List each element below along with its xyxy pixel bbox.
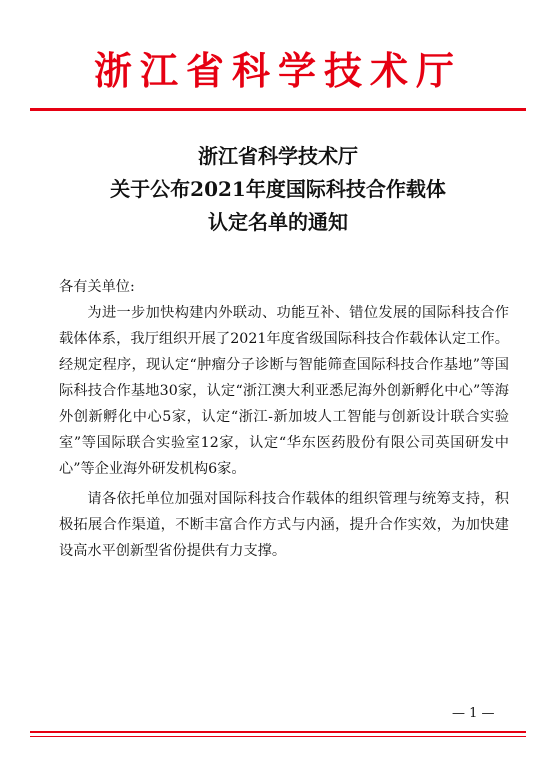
page-number: — 1 —: [452, 706, 495, 721]
body-paragraph-2: 请各依托单位加强对国际科技合作载体的组织管理与统筹支持，积极拓展合作渠道，不断丰富合作方式与内涵，提升合作实效，为加快建设高水平创新型省份提供有力支撑。: [59, 491, 509, 559]
footer-red-rule-thin: [30, 736, 526, 737]
title-line-1: 浙江省科学技术厅: [198, 144, 358, 168]
document-title: [0, 140, 556, 239]
salutation: 各有关单位:: [59, 279, 135, 295]
title-line-3: 认定名单的通知: [208, 210, 348, 234]
footer-red-rule-thick: [30, 731, 526, 733]
header-red-rule: [30, 108, 526, 111]
title-line-2: 关于公布2021年度国际科技合作载体: [110, 177, 446, 201]
body-paragraph-1: 为进一步加快构建内外联动、功能互补、错位发展的国际科技合作载体体系，我厅组织开展了2021年度省级国际科技合作载体认定工作。经规定程序，现认定“肿瘤分子诊断与智能筛查国际科技合作基地”等国际科技合作基地30家，认定“浙江澳大利亚悉尼海外创新孵化中心”等海外创新孵化中心5家，认定“浙江-新加坡人工智能与创新设计联合实验室”等国际联合实验室12家，认定“华东医药股份有限公司英国研发中心”等企业海外研发机构6家。: [59, 305, 509, 477]
document-body: [59, 274, 509, 564]
agency-letterhead: 浙江省科学技术厅: [93, 48, 462, 93]
